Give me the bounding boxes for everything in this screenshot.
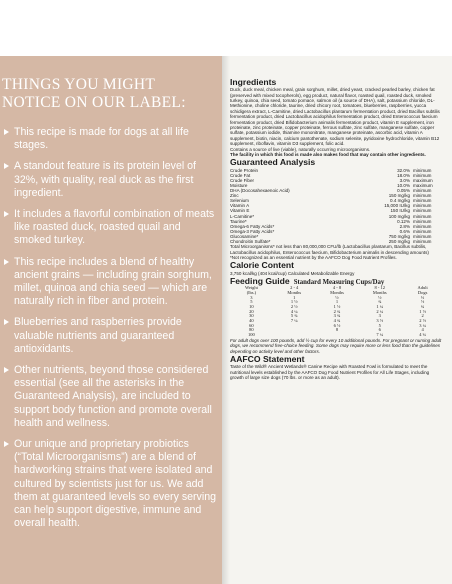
table-cell: 2.8% (399, 223, 410, 229)
table-cell: 6 ½ (333, 322, 341, 328)
table-cell: 2 ¼ (376, 308, 384, 314)
table-cell: Chondroitin Sulfate* (230, 239, 271, 244)
heading-line-1: THINGS YOU MIGHT (2, 76, 156, 93)
table-cell: 1 (335, 299, 339, 305)
table-cell: Vitamin E (230, 208, 250, 214)
table-cell: minimum (413, 233, 432, 239)
label-notes-panel (0, 56, 222, 584)
table-cell: 2 (421, 313, 424, 319)
table-cell: 0.4 mg/kg (390, 198, 410, 204)
table-cell: Crude Fiber (230, 177, 255, 183)
table-cell: 40 (249, 318, 254, 324)
table-cell: 20 (249, 308, 254, 314)
list-item (4, 126, 216, 152)
table-cell: 8 (335, 327, 339, 333)
table-cell: 250 mg/kg (388, 239, 410, 244)
calorie-text: 3,750 kcal/kg (404 kcal/cup) Calculated Metabolizable Energy (230, 270, 355, 276)
table-cell: ¾ (420, 303, 425, 309)
table-cell: 5 (378, 322, 381, 328)
table-cell: 7 ¼ (376, 332, 384, 338)
list-item (4, 256, 216, 309)
table-cell: 30 (249, 313, 254, 319)
table-cell: ⅓ (420, 294, 425, 300)
table-cell: 4 (421, 327, 424, 333)
table-cell: 0.12% (397, 218, 410, 224)
table-cell: 1 ½ (333, 303, 341, 309)
table-cell: 15,000 IU/kg (384, 203, 410, 209)
arrow-icon (4, 319, 9, 325)
bullet-text: Our unique and proprietary probiotics (“Total Microorganisms”) are a blend of hardworking strains that were isolated and cultured by scientists just for us. We add them at guaranteed levels so every serving can help support digestive, immune and overall health. (14, 438, 216, 530)
aafco-text: Taste of the Wild® Ancient Wetlands® Canine Recipe with Roasted Fowl is formulated to meet the nutritional levels established by the AAFCO Dog Food Nutrient Profiles for All Life Stages, including growth of large size dogs (70 lbs. or more as an adult). (230, 364, 430, 381)
label-content (230, 77, 444, 381)
table-cell: Glucosamine* (230, 233, 259, 239)
list-item (4, 208, 216, 248)
table-cell: 10 (249, 303, 254, 309)
table-cell: 60 (249, 322, 254, 328)
ga-title: Guaranteed Analysis (230, 157, 316, 168)
table-cell: 18.0% (397, 172, 410, 178)
feeding-guide-title: Feeding Guide (230, 275, 290, 286)
table-cell: 1 ¼ (376, 303, 384, 309)
table-cell: 0.05% (397, 188, 410, 194)
table-cell: 3 (378, 313, 381, 319)
table-cell: Taurine* (230, 218, 247, 224)
aafco-title: AAFCO Statement (230, 354, 305, 365)
table-cell: 2 - 4 (290, 285, 299, 291)
list-item (4, 160, 216, 200)
table-cell: Omega-3 Fatty Acids* (230, 228, 275, 234)
list-item (4, 364, 216, 430)
arrow-icon (4, 211, 9, 217)
table-cell: 1 (293, 294, 296, 300)
bullet-text: Other nutrients, beyond those considered essential (see all the asterisks in the Guaranteed Analysis), are included to support body function and promote overall health and wellness. (14, 364, 212, 429)
table-cell: 2 ¾ (333, 308, 341, 314)
ga-footnote: *Not recognized as an essential nutrient by the AAFCO Dog Food Nutrient Profiles. (230, 254, 397, 260)
ingredients-title: Ingredients (230, 77, 277, 87)
table-cell: maximum (413, 177, 433, 183)
table-cell: 100 (248, 332, 255, 338)
table-cell: minimum (413, 208, 432, 214)
table-cell: 4 ¼ (290, 308, 298, 314)
table-cell: 8 - 12 (374, 285, 386, 291)
ga-table (230, 168, 444, 244)
table-cell: minimum (413, 228, 432, 234)
heading-line-2: NOTICE ON OUR LABEL: (2, 94, 186, 111)
page-fold-shadow (222, 56, 230, 584)
table-cell: ½ (335, 294, 339, 300)
table-cell: Moisture (230, 182, 248, 188)
table-cell: 6 (378, 327, 381, 333)
table-cell: 80 (249, 327, 254, 333)
table-cell: 4 ¾ (333, 318, 341, 324)
table-cell: maximum (413, 182, 433, 188)
table-cell: Months (372, 289, 387, 295)
table-cell: 150 mg/kg (388, 193, 410, 199)
table-cell: 3 ½ (376, 318, 384, 324)
table-cell: Months (330, 289, 344, 295)
table-cell: 10.0% (397, 182, 410, 188)
table-cell: ½ (420, 299, 425, 305)
table-cell: ½ (378, 294, 382, 300)
table-cell: 2 ½ (290, 303, 298, 309)
list-item (4, 316, 216, 356)
arrow-icon (4, 163, 9, 169)
bullet-text: It includes a flavorful combination of meats like roasted duck, roasted quail and smoked turkey. (14, 208, 215, 247)
table-cell: Omega-6 Fatty Acids* (230, 223, 275, 229)
bullet-text: Blueberries and raspberries provide valuable nutrients and guaranteed antioxidants. (14, 316, 182, 355)
table-cell: 3 ¼ (419, 322, 426, 328)
table-cell: L-Carnitine* (230, 213, 255, 219)
table-cell: 3.0% (399, 177, 410, 183)
table-cell: minimum (413, 198, 432, 204)
table-cell: 7 ¼ (290, 318, 298, 324)
table-cell: 2 ½ (419, 318, 426, 324)
table-cell: 1 ½ (290, 299, 298, 305)
table-cell: ¾ (378, 299, 382, 305)
table-cell: minimum (413, 213, 432, 219)
feeding-guide-note: For adult dogs over 100 pounds, add ½ cup for every 10 additional pounds. For pregnant or nursing adult dogs, we recommend free-choice feeding. Some dogs may require more or less food than the guidelines depending on activity level and other factors. (230, 337, 442, 354)
bullet-text: A standout feature is its protein level of 32%, with quality, real duck as the first ingredient. (14, 160, 196, 199)
arrow-icon (4, 441, 9, 447)
table-cell: Selenium (230, 198, 249, 204)
calorie-title: Calorie Content (230, 260, 294, 271)
table-cell: minimum (413, 172, 432, 178)
table-cell: 1 ½ (419, 308, 426, 314)
panel-heading (0, 76, 222, 112)
table-cell: 4 - 8 (332, 285, 342, 291)
table-cell: 3 (250, 294, 253, 300)
table-cell: minimum (413, 203, 432, 209)
ga-microorganisms: Total Microorganisms* not less than 80,000,000 CFU/lb (Lactobacillus plantarum, Bacillus subtilis, Lactobacillus acidophilus, Enterococcus faecium, Bifidobacterium animalis in descending amounts) (230, 244, 429, 255)
table-cell: Vitamin A (230, 203, 250, 209)
table-cell: minimum (413, 167, 432, 173)
table-cell: 32.0% (397, 167, 410, 173)
bullet-text: This recipe is made for dogs at all life stages. (14, 126, 189, 152)
table-cell: Dogs (417, 289, 428, 295)
table-cell: minimum (413, 188, 432, 194)
ingredients-text: Duck, duck meal, chicken meal, grain sorghum, millet, dried yeast, cracked pearled barley, chicken fat (preserved with mixed tocopherols), egg product, natural flavor, roasted quail, roasted duck, smoked turkey, quinoa, chia seed, tomato pomace, salmon oil (a source of DHA), salt, potassium chloride, DL-Methionine, choline chloride, taurine, dried chicory root, tomatoes, blueberries, raspberries, yucca schidigera extract, L-Carnitine, dried Lactobacillus plantarum fermentation product, dried Bacillus subtilis fermentation product, dried Lactobacillus acidophilus fermentation product, dried Enterococcus faecium fermentation product, dried Bifidobacterium animalis fermentation product, vitamin E supplement, iron proteinate, zinc proteinate, copper proteinate, ferrous sulfate, zinc sulfate, manganese sulfate, copper sulfate, potassium iodide, thiamine mononitrate, manganese proteinate, ascorbic acid, vitamin A supplement, biotin, niacin, calcium pantothenate, sodium selenite, pyridoxine hydrochloride, vitamin B12 supplement, riboflavin, vitamin D3 supplement, folic acid. (230, 87, 440, 147)
notes-list (0, 126, 222, 530)
table-cell: 100 mg/kg (388, 213, 410, 219)
bullet-text: This recipe includes a blend of healthy ancient grains — including grain sorghum, millet, quinoa and chia seed — which are naturally rich in fiber and protein. (14, 255, 212, 308)
table-cell: 750 mg/kg (388, 233, 410, 239)
list-item (4, 438, 216, 530)
table-cell: Crude Protein (230, 167, 259, 173)
table-cell: Weight (244, 285, 258, 291)
table-cell: 4 ¾ (419, 332, 426, 338)
feeding-guide-subtitle: Standard Measuring Cups/Day (293, 278, 385, 286)
table-cell: Zinc (230, 193, 239, 199)
table-cell: minimum (413, 223, 432, 229)
table-cell: 3 ¾ (333, 313, 341, 319)
table-cell: (lbs.) (246, 289, 257, 295)
table-cell: 150 IU/kg (390, 208, 410, 214)
table-cell: DHA (Docosahexaenoic Acid) (230, 188, 290, 194)
arrow-icon (4, 129, 9, 135)
table-cell: minimum (413, 193, 432, 199)
ingredients-note: Contains a source of live (viable), naturally occurring microorganisms. (230, 146, 371, 152)
table-cell: 5 ¾ (290, 313, 298, 319)
arrow-icon (4, 367, 9, 373)
table-cell: Adult (417, 285, 428, 291)
product-label (222, 56, 452, 584)
arrow-icon (4, 259, 9, 265)
facility-note: The facility in which this food is made also makes food that may contain other ingredients. (230, 152, 426, 158)
table-cell: Crude Fat (230, 172, 251, 178)
table-cell: 5 (250, 299, 253, 305)
table-cell: Months (287, 289, 302, 295)
feeding-guide-table (230, 286, 444, 338)
table-cell: minimum (413, 218, 432, 224)
table-cell: minimum (413, 239, 432, 244)
table-cell: 0.6% (399, 228, 410, 234)
